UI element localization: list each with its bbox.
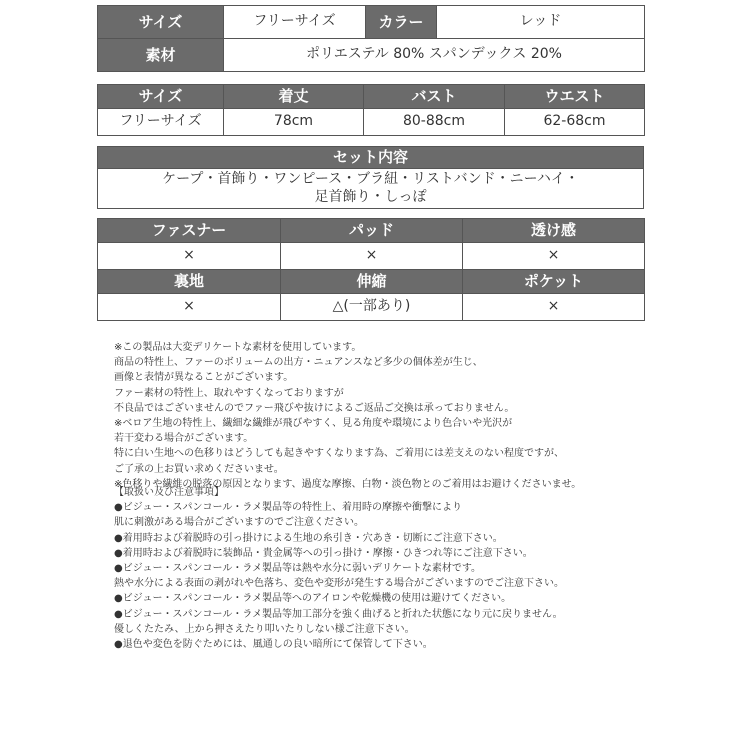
care-instructions: [114, 485, 674, 652]
features-header-row-1: [98, 219, 645, 243]
care-line: 優しくたたみ、上から押さえたり叩いたりしない様ご注意下さい。: [114, 623, 415, 635]
features-value-row-2: [98, 294, 645, 321]
value-length: 78cm: [224, 109, 364, 136]
value-sheer: ×: [463, 243, 645, 270]
set-contents-table: [97, 146, 644, 209]
care-line: ●着用時および着脱時に装飾品・貴金属等への引っ掛け・摩擦・ひきつれ等にご注意下さい。: [114, 547, 533, 559]
color-value: レッド: [437, 6, 645, 39]
value-waist: 62-68cm: [505, 109, 645, 136]
product-notes: [114, 340, 674, 492]
value-size: フリーサイズ: [98, 109, 224, 136]
color-label: カラー: [366, 6, 437, 39]
set-contents-line-1: ケープ・首飾り・ワンピース・ブラ紐・リストバンド・ニーハイ・: [162, 171, 579, 187]
features-value-row-1: [98, 243, 645, 270]
header-waist: ウエスト: [505, 85, 645, 109]
set-contents-value-row: [98, 169, 644, 209]
note-line: 画像と表情が異なることがございます。: [114, 372, 294, 384]
set-contents-header-row: [98, 147, 644, 169]
header-zipper: ファスナー: [98, 219, 281, 243]
care-heading: 【取扱い及び注意事項】: [114, 487, 224, 498]
care-line: ●ビジュー・スパンコール・ラメ製品等の特性上、着用時の摩擦や衝撃により: [114, 502, 463, 514]
set-contents-label: セット内容: [98, 147, 644, 169]
note-line: ご了承の上お買い求めくださいませ。: [114, 463, 284, 475]
note-line: ※この製品は大変デリケートな素材を使用しています。: [114, 342, 362, 353]
care-line: ●着用時および着脱時の引っ掛けによる生地の糸引き・穴あき・切断にご注意下さい。: [114, 532, 503, 544]
note-line: ※ベロア生地の特性上、繊細な繊維が飛びやすく、見る角度や環境により色合いや光沢が: [114, 417, 513, 429]
spec-row-size: [98, 6, 645, 39]
measurement-value-row: [98, 109, 645, 136]
header-sheer: 透け感: [463, 219, 645, 243]
header-stretch: 伸縮: [281, 270, 463, 294]
note-line: 若干変わる場合がございます。: [114, 433, 254, 445]
header-pocket: ポケット: [463, 270, 645, 294]
note-line: 商品の特性上、ファーのボリュームの出方・ニュアンスなど多少の個体差が生じ、: [114, 357, 483, 369]
value-stretch: △(一部あり): [281, 294, 463, 321]
set-contents-value: [98, 169, 644, 209]
care-line: ●ビジュー・スパンコール・ラメ製品等加工部分を強く曲げると折れた状態になり元に戻りません。: [114, 608, 563, 620]
measurement-header-row: [98, 85, 645, 109]
size-label: サイズ: [98, 6, 224, 39]
set-contents-line-2: 足首飾り・しっぽ: [314, 188, 427, 205]
value-pad: ×: [281, 243, 463, 270]
header-bust: バスト: [364, 85, 505, 109]
value-pocket: ×: [463, 294, 645, 321]
header-pad: パッド: [281, 219, 463, 243]
header-lining: 裏地: [98, 270, 281, 294]
note-line: 不良品ではございませんのでファー飛びや抜けによるご返品ご交換は承っておりません。: [114, 402, 515, 414]
material-value: ポリエステル 80% スパンデックス 20%: [224, 39, 645, 72]
note-line: 特に白い生地への色移りはどうしても起きやすくなります為、ご着用には差支えのない程度ですが、: [114, 448, 564, 460]
features-table: [97, 218, 645, 321]
size-value: フリーサイズ: [224, 6, 366, 39]
spec-table: [97, 5, 645, 72]
value-bust: 80-88cm: [364, 109, 505, 136]
care-line: 肌に刺激がある場合がございますのでご注意ください。: [114, 517, 364, 529]
care-line: ●ビジュー・スパンコール・ラメ製品等へのアイロンや乾燥機の使用は避けてください。: [114, 593, 512, 605]
header-size: サイズ: [98, 85, 224, 109]
care-line: 熱や水分による表面の剥がれや色落ち、変色や変形が発生する場合がございますのでご注意下さい。: [114, 578, 564, 590]
spec-row-material: [98, 39, 645, 72]
material-label: 素材: [98, 39, 224, 72]
measurement-table: [97, 84, 645, 136]
note-line: ※色移りや繊維の脱落の原因となります、過度な摩擦、白物・淡色物とのご着用はお避けくださいませ。: [114, 478, 582, 490]
value-zipper: ×: [98, 243, 281, 270]
value-lining: ×: [98, 294, 281, 321]
header-length: 着丈: [224, 85, 364, 109]
care-line: ●ビジュー・スパンコール・ラメ製品等は熱や水分に弱いデリケートな素材です。: [114, 562, 482, 574]
features-header-row-2: [98, 270, 645, 294]
care-line: ●退色や変色を防ぐためには、風通しの良い暗所にて保管して下さい。: [114, 638, 433, 650]
note-line: ファー素材の特性上、取れやすくなっておりますが: [114, 387, 344, 399]
